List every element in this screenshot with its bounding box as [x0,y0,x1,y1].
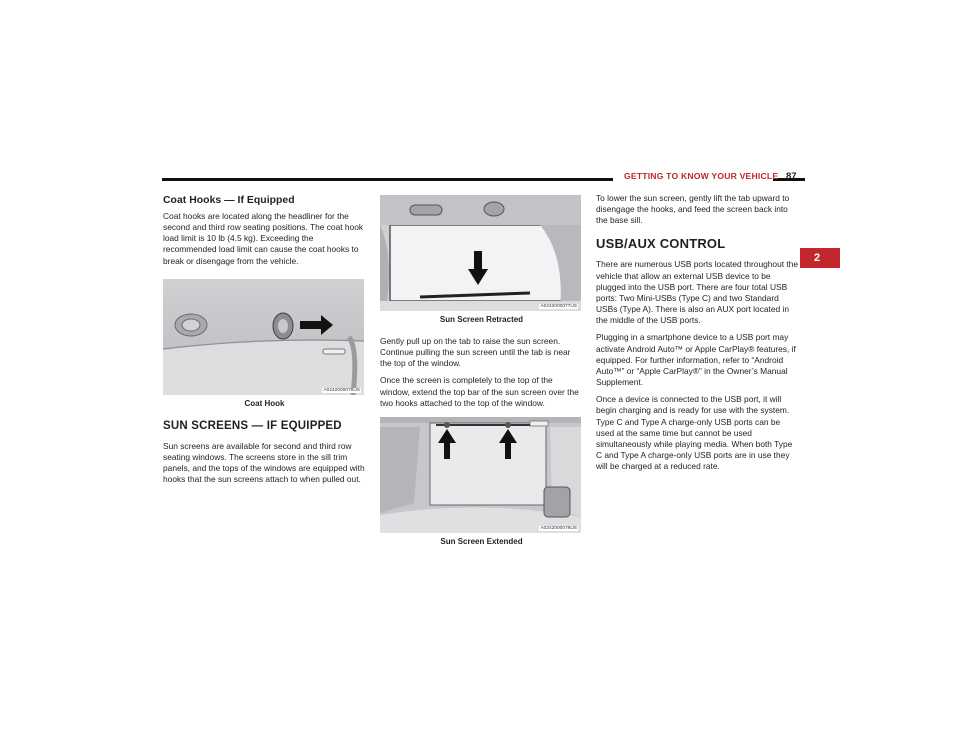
sun-screen-retracted-figure [380,195,581,311]
usb-paragraph-2: Plugging in a smartphone device to a USB port may activate Android Auto™ or Apple CarPlay® features, if equipped. For further information, refer to “Android Auto™” or “Apple CarPlay®” in the Owner’s Manual Supplement. [596,332,796,388]
coat-hook-figure [163,279,364,395]
sun-screen-retracted-illustration [380,195,581,311]
column-2 [380,195,583,558]
lower-sun-screen-text: To lower the sun screen, gently lift the tab upward to disengage the hooks, and feed the screen back into the base sill. [596,193,790,226]
sun-screen-retracted-code: A0242000077US [540,304,577,309]
usb-paragraph-3: Once a device is connected to the USB port, it will begin charging and is ready for use with the system. Type C and Type A charge-only USB ports can be used at the same time but cannot be used simultaneously while playing media. When both Type C and Type A charge-only USB ports are in use they will be charged at a reduced rate. [596,394,793,472]
chapter-tab[interactable]: 2 [800,248,840,268]
coat-hook-caption: Coat Hook [244,398,285,408]
sun-screen-extended-illustration [380,417,581,533]
raise-sun-screen-text: Gently pull up on the tab to raise the sun screen. Continue pulling the sun screen until the tab is near the top of the window. [380,336,571,369]
usb-aux-heading: USB/AUX CONTROL [596,236,726,252]
page-number: 87 [786,171,797,182]
sun-screen-extended-code: A0242000078US [540,525,577,531]
running-head: GETTING TO KNOW YOUR VEHICLE [624,171,779,181]
coat-hook-figure-code: A0242000076US [323,387,360,393]
sun-screens-text: Sun screens are available for second and third row seating windows. The screens store in the sill trim panels, and the tops of the windows are equipped with hooks that the sun screens attach to when pulled out. [163,440,365,485]
column-3 [596,193,799,478]
coat-hooks-heading: Coat Hooks — If Equipped [163,195,295,206]
sun-screens-heading: SUN SCREENS — IF EQUIPPED [163,419,342,432]
coat-hooks-text: Coat hooks are located along the headliner for the second and third row seating positions. The coat hook load limit is 10 lb (4.5 kg). Exceeding the recommended load limit can cause the coat hooks to break or disengage from the vehicle. [163,211,364,266]
column-1 [163,195,366,491]
extend-sun-screen-text: Once the screen is completely to the top of the window, extend the top bar of the sun screen over the two hooks attached to the top of the window. [380,375,579,408]
usb-paragraph-1: There are numerous USB ports located throughout the vehicle that allow an external USB device to be plugged into the USB port. There are four total USB ports: Two Mini-USBs (Type C) and two Standard USBs (Type A). There is also an AUX port located in the middle of the USB ports. [596,259,799,326]
sun-screen-extended-figure [380,417,581,533]
sun-screen-extended-caption: Sun Screen Extended [440,536,523,546]
sun-screen-retracted-caption: Sun Screen Retracted [439,315,524,324]
coat-hook-illustration [163,279,364,395]
